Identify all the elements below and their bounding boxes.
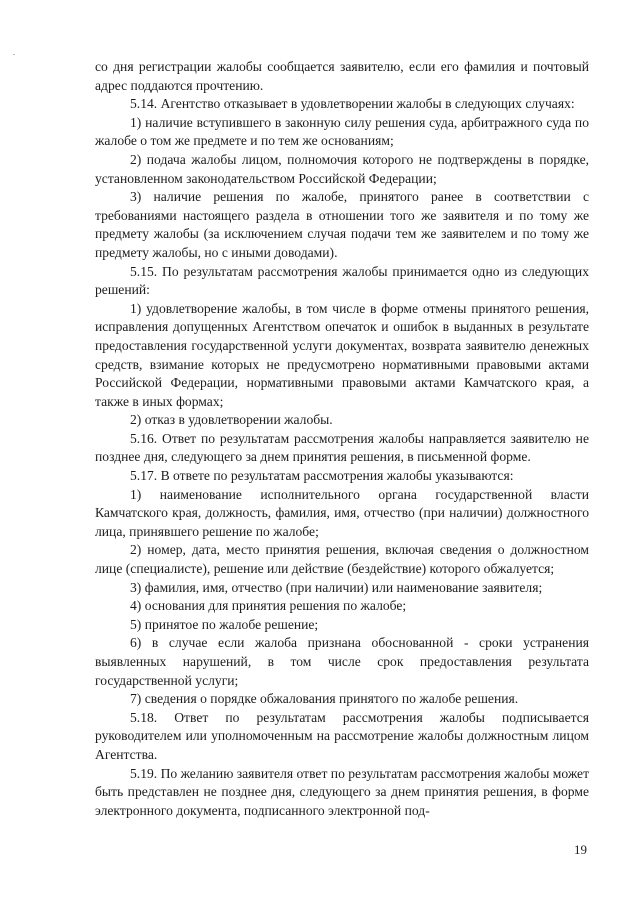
list-item: 2) отказ в удовлетворении жалобы. xyxy=(130,412,333,428)
list-item: 4) основания для принятия решения по жалобе; xyxy=(130,598,407,614)
list-item: 1) наименование исполнительного органа государственной власти Камчатского края, должность, фамилия, имя, отчество (при наличии) должностного лица, принявшего решение по жалобе; xyxy=(95,486,589,539)
scan-speck xyxy=(13,54,15,55)
page-number: 19 xyxy=(574,842,587,857)
clause-5-18: 5.18. Ответ по результатам рассмотрения жалобы подписывается руководителем или уполномоченным на рассмотрение жалобы должностным лицом Агентства. xyxy=(95,709,589,762)
document-body xyxy=(95,58,589,820)
list-item: 1) наличие вступившего в законную силу решения суда, арбитражного суда по жалобе о том же предмете и по тем же основаниям; xyxy=(95,114,589,149)
list-item: 2) номер, дата, место принятия решения, включая сведения о должностном лице (специалисте), решение или действие (бездействие) которого обжалуется; xyxy=(95,542,589,577)
clause-5-19: 5.19. По желанию заявителя ответ по результатам рассмотрения жалобы может быть представлен не позднее дня, следующего за днем принятия решения, в форме электронного документа, подписанного электронной под- xyxy=(95,765,590,818)
clause-5-16: 5.16. Ответ по результатам рассмотрения жалобы направляется заявителю не позднее дня, следующего за днем принятия решения, в письменной форме. xyxy=(95,430,589,465)
list-item: 3) фамилия, имя, отчество (при наличии) или наименование заявителя; xyxy=(130,579,543,595)
clause-5-14: 5.14. Агентство отказывает в удовлетворении жалобы в следующих случаях: xyxy=(130,96,575,112)
list-item: 7) сведения о порядке обжалования принятого по жалобе решения. xyxy=(130,691,519,707)
list-item: 3) наличие решения по жалобе, принятого ранее в соответствии с требованиями настоящего раздела в отношении того же заявителя и по тому же предмету жалобы (за исключением случая подачи тем же заявителем и по тому же предмету жалобы, но с иными доводами). xyxy=(95,189,589,260)
clause-5-15: 5.15. По результатам рассмотрения жалобы принимается одно из следующих решений: xyxy=(95,263,589,298)
list-item: 2) подача жалобы лицом, полномочия которого не подтверждены в порядке, установленном законодательством Российской Федерации; xyxy=(95,151,589,186)
list-item: 6) в случае если жалоба признана обоснованной - сроки устранения выявленных нарушений, в том числе срок предоставления результата государственной услуги; xyxy=(95,635,589,688)
clause-5-17: 5.17. В ответе по результатам рассмотрения жалобы указываются: xyxy=(130,468,514,484)
list-item: 5) принятое по жалобе решение; xyxy=(130,616,319,632)
list-item: 1) удовлетворение жалобы, в том числе в форме отмены принятого решения, исправления допущенных Агентством опечаток и ошибок в выданных в результате предоставления государственной услуги документах, возврата заявителю денежных средств, взимание которых не предусмотрено нормативными правовыми актами Российской Федерации, нормативными правовыми актами Камчатского края, а также в иных формах; xyxy=(95,300,589,409)
paragraph-continuation: со дня регистрации жалобы сообщается заявителю, если его фамилия и почтовый адрес поддаются прочтению. xyxy=(95,59,589,93)
